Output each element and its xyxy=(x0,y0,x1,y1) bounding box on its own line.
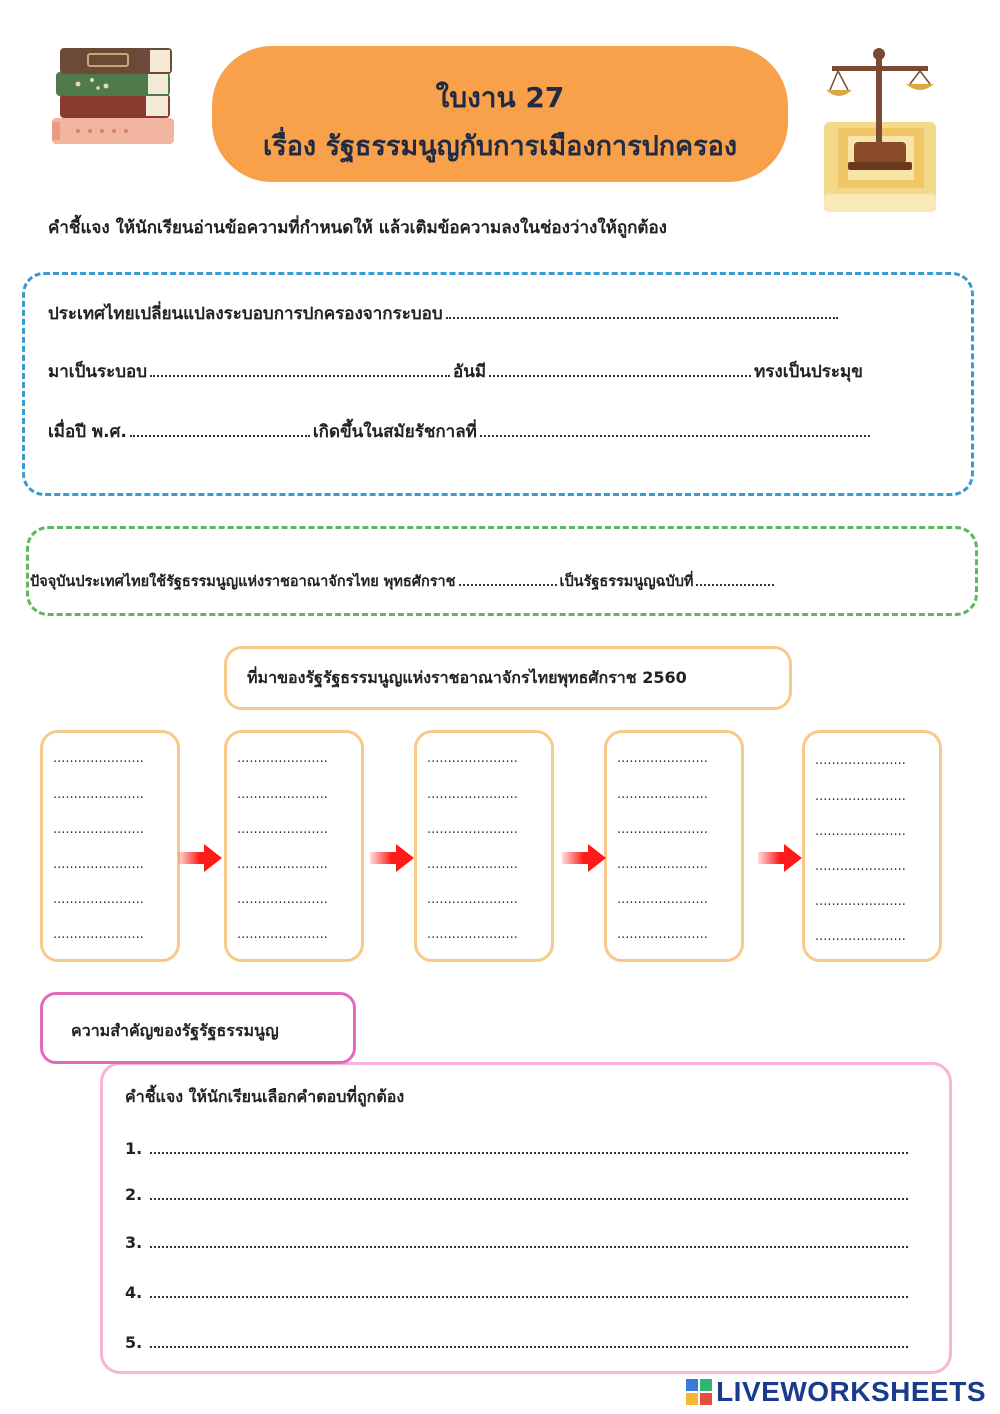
answer-line-2[interactable]: 2. xyxy=(125,1185,908,1204)
blank-year[interactable] xyxy=(130,423,310,437)
arrow-right-icon xyxy=(562,842,606,874)
arrow-right-icon xyxy=(370,842,414,874)
importance-heading: ความสำคัญของรัฐรัฐธรรมนูญ xyxy=(71,1021,279,1040)
origin-heading: ที่มาของรัฐรัฐธรรมนูญแห่งราชอาณาจักรไทยพุทธศักราช 2560 xyxy=(247,668,687,687)
liveworksheets-brand: LIVEWORKSHEETS xyxy=(686,1376,986,1408)
blank-reign[interactable] xyxy=(480,423,870,437)
fill-row-2: มาเป็นระบอบ อันมี ทรงเป็นประมุข xyxy=(48,362,863,382)
importance-instruction: คำชี้แจง ให้นักเรียนเลือกคำตอบที่ถูกต้อง xyxy=(125,1087,405,1106)
answer-line-5[interactable]: 5. xyxy=(125,1333,908,1352)
flow-step-4[interactable]: ...................... ...................... ...................... ...................... ...................... ...................... xyxy=(604,730,744,962)
fill-row-3: เมื่อปี พ.ศ. เกิดขึ้นในสมัยรัชกาลที่ xyxy=(48,418,873,445)
liveworksheets-logo-icon xyxy=(686,1379,712,1405)
blank-constitution-number[interactable] xyxy=(696,572,774,586)
answer-line-4[interactable]: 4. xyxy=(125,1283,908,1302)
title-banner xyxy=(212,46,788,182)
answer-line-3[interactable]: 3. xyxy=(125,1233,908,1252)
flow-step-2[interactable]: ...................... ...................... ...................... ...................... ...................... ...................... xyxy=(224,730,364,962)
arrow-right-icon xyxy=(758,842,802,874)
flow-step-5[interactable]: ...................... ...................... ...................... ...................... ...................... ...................... xyxy=(802,730,942,962)
worksheet-title: เรื่อง รัฐธรรมนูญกับการเมืองการปกครอง xyxy=(262,131,738,162)
books-illustration xyxy=(48,44,180,148)
arrow-right-icon xyxy=(178,842,222,874)
importance-answer-box xyxy=(100,1062,952,1374)
blank-constitution-year[interactable] xyxy=(459,572,557,586)
scale-book-illustration xyxy=(818,44,940,216)
blank-new-regime[interactable] xyxy=(150,363,450,377)
worksheet-number: ใบงาน 27 xyxy=(435,81,565,114)
instruction-text: คำชี้แจง ให้นักเรียนอ่านข้อความที่กำหนดให้ แล้วเติมข้อความลงในช่องว่างให้ถูกต้อง xyxy=(48,218,667,238)
blank-head-of-state[interactable] xyxy=(489,363,751,377)
importance-heading-box xyxy=(40,992,356,1064)
fill-row-constitution: ปัจจุบันประเทศไทยใช้รัฐธรรมนูญแห่งราชอาณาจักรไทย พุทธศักราช เป็นรัฐธรรมนูญฉบับที่ xyxy=(30,570,777,593)
blank-previous-regime[interactable] xyxy=(446,305,838,319)
fill-row-1: ประเทศไทยเปลี่ยนแปลงระบอบการปกครองจากระบอบ xyxy=(48,300,841,327)
flow-step-1[interactable]: ...................... ...................... ...................... ...................... ...................... ...................... xyxy=(40,730,180,962)
flow-step-3[interactable]: ...................... ...................... ...................... ...................... ...................... ...................... xyxy=(414,730,554,962)
answer-line-1[interactable]: 1. xyxy=(125,1139,908,1158)
origin-heading-box xyxy=(224,646,792,710)
